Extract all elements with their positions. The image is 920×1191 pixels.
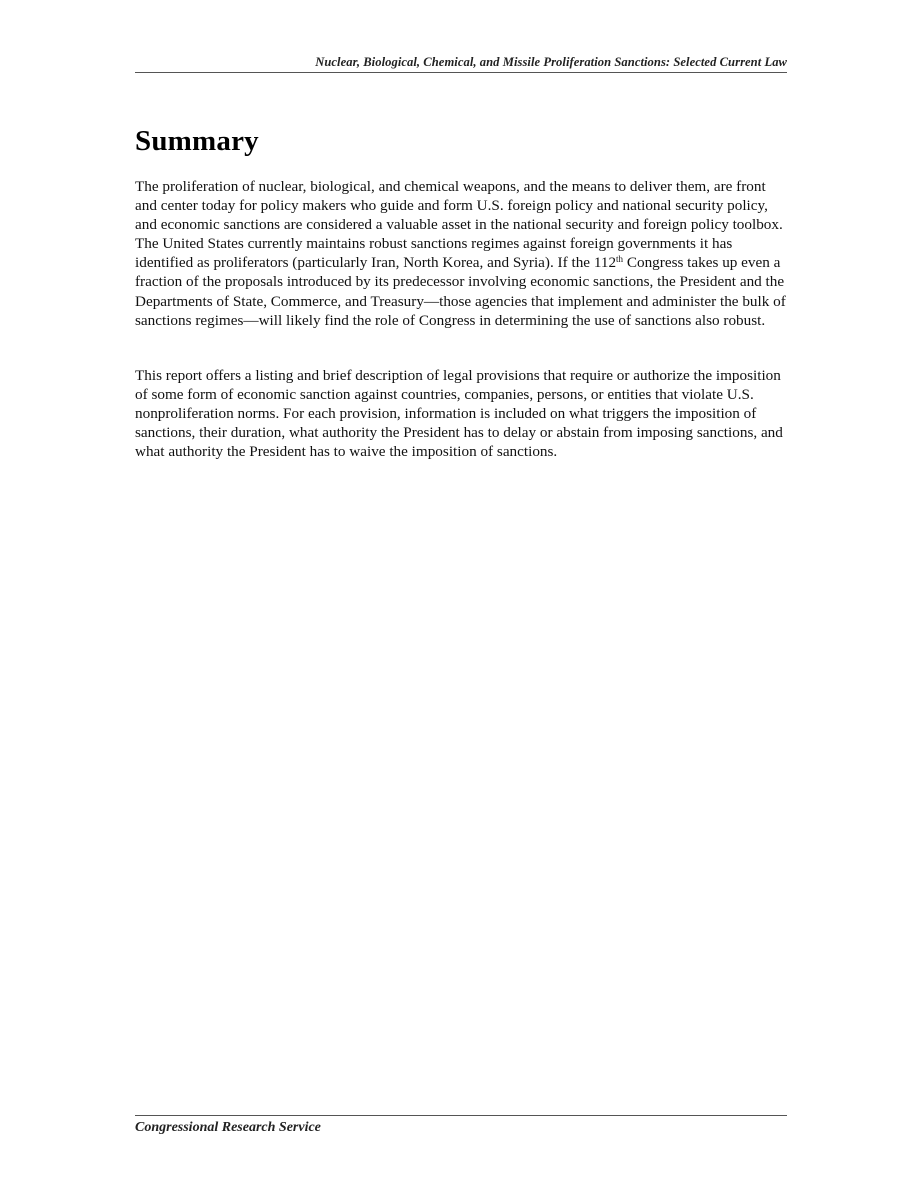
- ordinal-superscript: th: [616, 254, 624, 265]
- running-header-title: Nuclear, Biological, Chemical, and Missile Proliferation Sanctions: Selected Current Law: [315, 55, 787, 69]
- summary-paragraph-2: This report offers a listing and brief description of legal provisions that require or authorize the imposition of some form of economic sanction against countries, companies, persons, or entities that violate U.S. nonproliferation norms. For each provision, information is included on what triggers the imposition of sanctions, their duration, what authority the President has to delay or abstain from imposing sanctions, and what authority the President has to waive the imposition of sanctions.: [135, 367, 783, 461]
- summary-heading: Summary: [135, 125, 259, 157]
- paragraph-1-text-start: The proliferation of nuclear, biological, and chemical weapons, and the means to deliver them, are front and center today for policy makers who guide and form U.S. foreign policy and national security policy, and economic sanctions are considered a valuable asset in the national security and foreign policy toolbox. The United States currently maintains robust sanctions regimes against foreign governments it has identified as proliferators (particularly Iran, North Korea, and Syria). If the 112: [135, 178, 783, 272]
- footer-divider: [135, 1115, 787, 1116]
- paragraph-1-text-end: Congress takes up even a fraction of the proposals introduced by its predecessor involving economic sanctions, the President and the Departments of State, Commerce, and Treasury—those agencies that implement and administer the bulk of sanctions regimes—will likely find the role of Congress in determining the use of sanctions also robust.: [135, 254, 786, 329]
- summary-paragraph-1: [135, 177, 787, 330]
- header-divider: [135, 72, 787, 73]
- footer-organization: Congressional Research Service: [135, 1120, 321, 1135]
